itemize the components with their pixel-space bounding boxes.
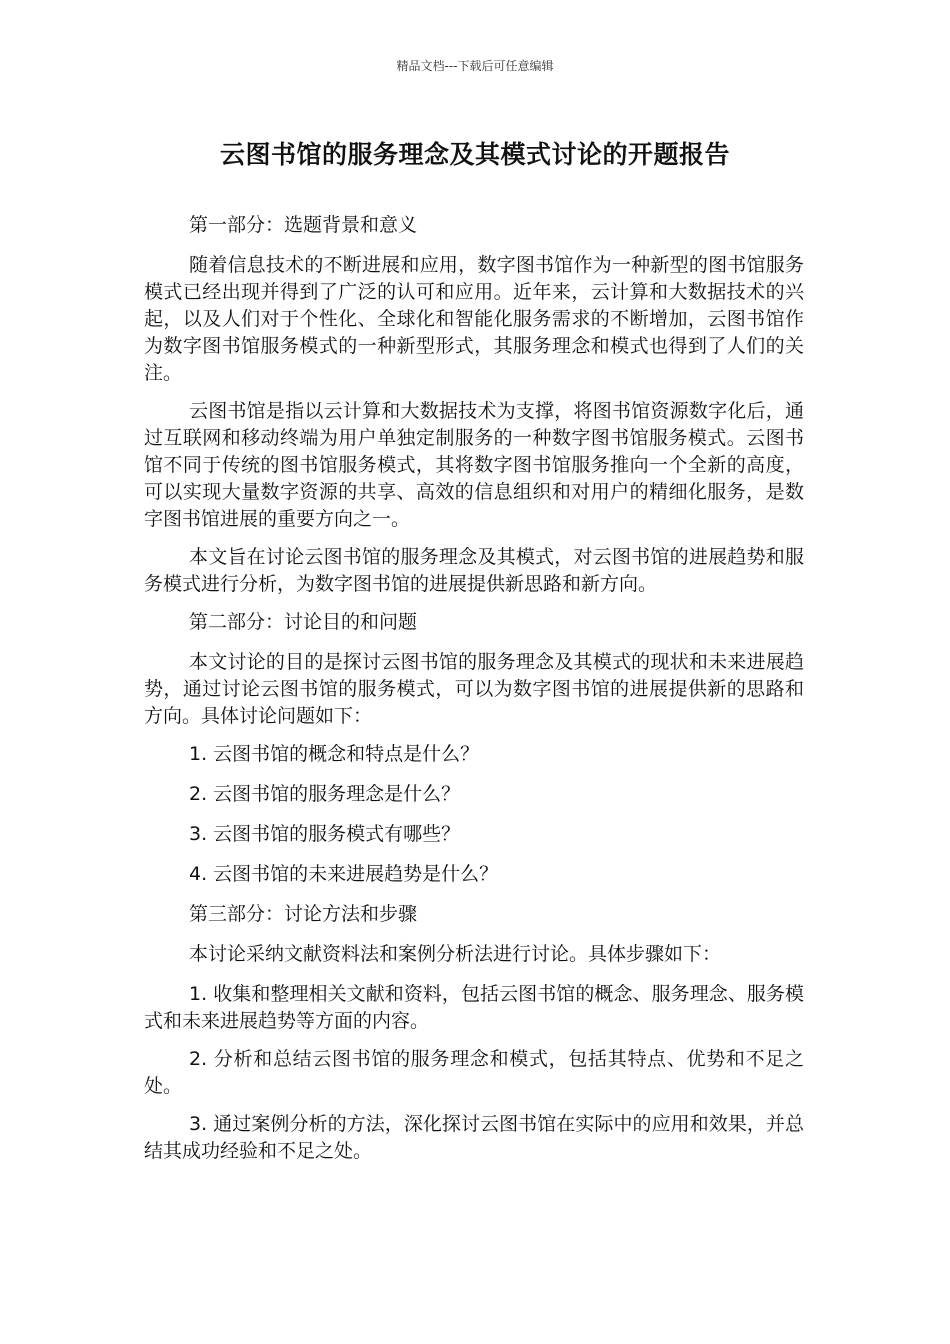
document-body — [144, 212, 804, 1176]
document-title: 云图书馆的服务理念及其模式讨论的开题报告 — [219, 140, 730, 169]
question-item: 3. 云图书馆的服务模式有哪些？ — [189, 823, 461, 845]
paragraph: 本讨论采纳文献资料法和案例分析法进行讨论。具体步骤如下： — [189, 943, 722, 965]
paragraph: 随着信息技术的不断进展和应用，数字图书馆作为一种新型的图书馆服务模式已经出现并得到了广泛的认可和应用。近年来，云计算和大数据技术的兴起，以及人们对于个性化、全球化和智能化服务需求的不断增加，云图书馆作为数字图书馆服务模式的一种新型形式，其服务理念和模式也得到了人们的关注。 — [144, 254, 804, 384]
question-item: 1. 云图书馆的概念和特点是什么？ — [189, 743, 480, 765]
step-item: 1. 收集和整理相关文献和资料，包括云图书馆的概念、服务理念、服务模式和未来进展趋势等方面的内容。 — [144, 983, 804, 1032]
paragraph: 本文讨论的目的是探讨云图书馆的服务理念及其模式的现状和未来进展趋势，通过讨论云图书馆的服务模式，可以为数字图书馆的进展提供新的思路和方向。具体讨论问题如下： — [144, 651, 804, 727]
section-heading-part2: 第二部分：讨论目的和问题 — [189, 611, 418, 633]
section-heading-part3: 第三部分：讨论方法和步骤 — [189, 903, 418, 925]
paragraph: 本文旨在讨论云图书馆的服务理念及其模式，对云图书馆的进展趋势和服务模式进行分析，为数字图书馆的进展提供新思路和新方向。 — [144, 546, 804, 595]
step-item: 3. 通过案例分析的方法，深化探讨云图书馆在实际中的应用和效果，并总结其成功经验和不足之处。 — [144, 1113, 804, 1162]
paragraph: 云图书馆是指以云计算和大数据技术为支撑，将图书馆资源数字化后，通过互联网和移动终端为用户单独定制服务的一种数字图书馆服务模式。云图书馆不同于传统的图书馆服务模式，其将数字图书馆服务推向一个全新的高度，可以实现大量数字资源的共享、高效的信息组织和对用户的精细化服务，是数字图书馆进展的重要方向之一。 — [144, 400, 804, 530]
question-item: 4. 云图书馆的未来进展趋势是什么？ — [189, 863, 499, 885]
header-note: 精品文档---下载后可任意编辑 — [396, 59, 554, 73]
section-heading-part1: 第一部分：选题背景和意义 — [189, 214, 418, 236]
question-item: 2. 云图书馆的服务理念是什么？ — [189, 783, 461, 805]
step-item: 2. 分析和总结云图书馆的服务理念和模式，包括其特点、优势和不足之处。 — [144, 1048, 804, 1097]
